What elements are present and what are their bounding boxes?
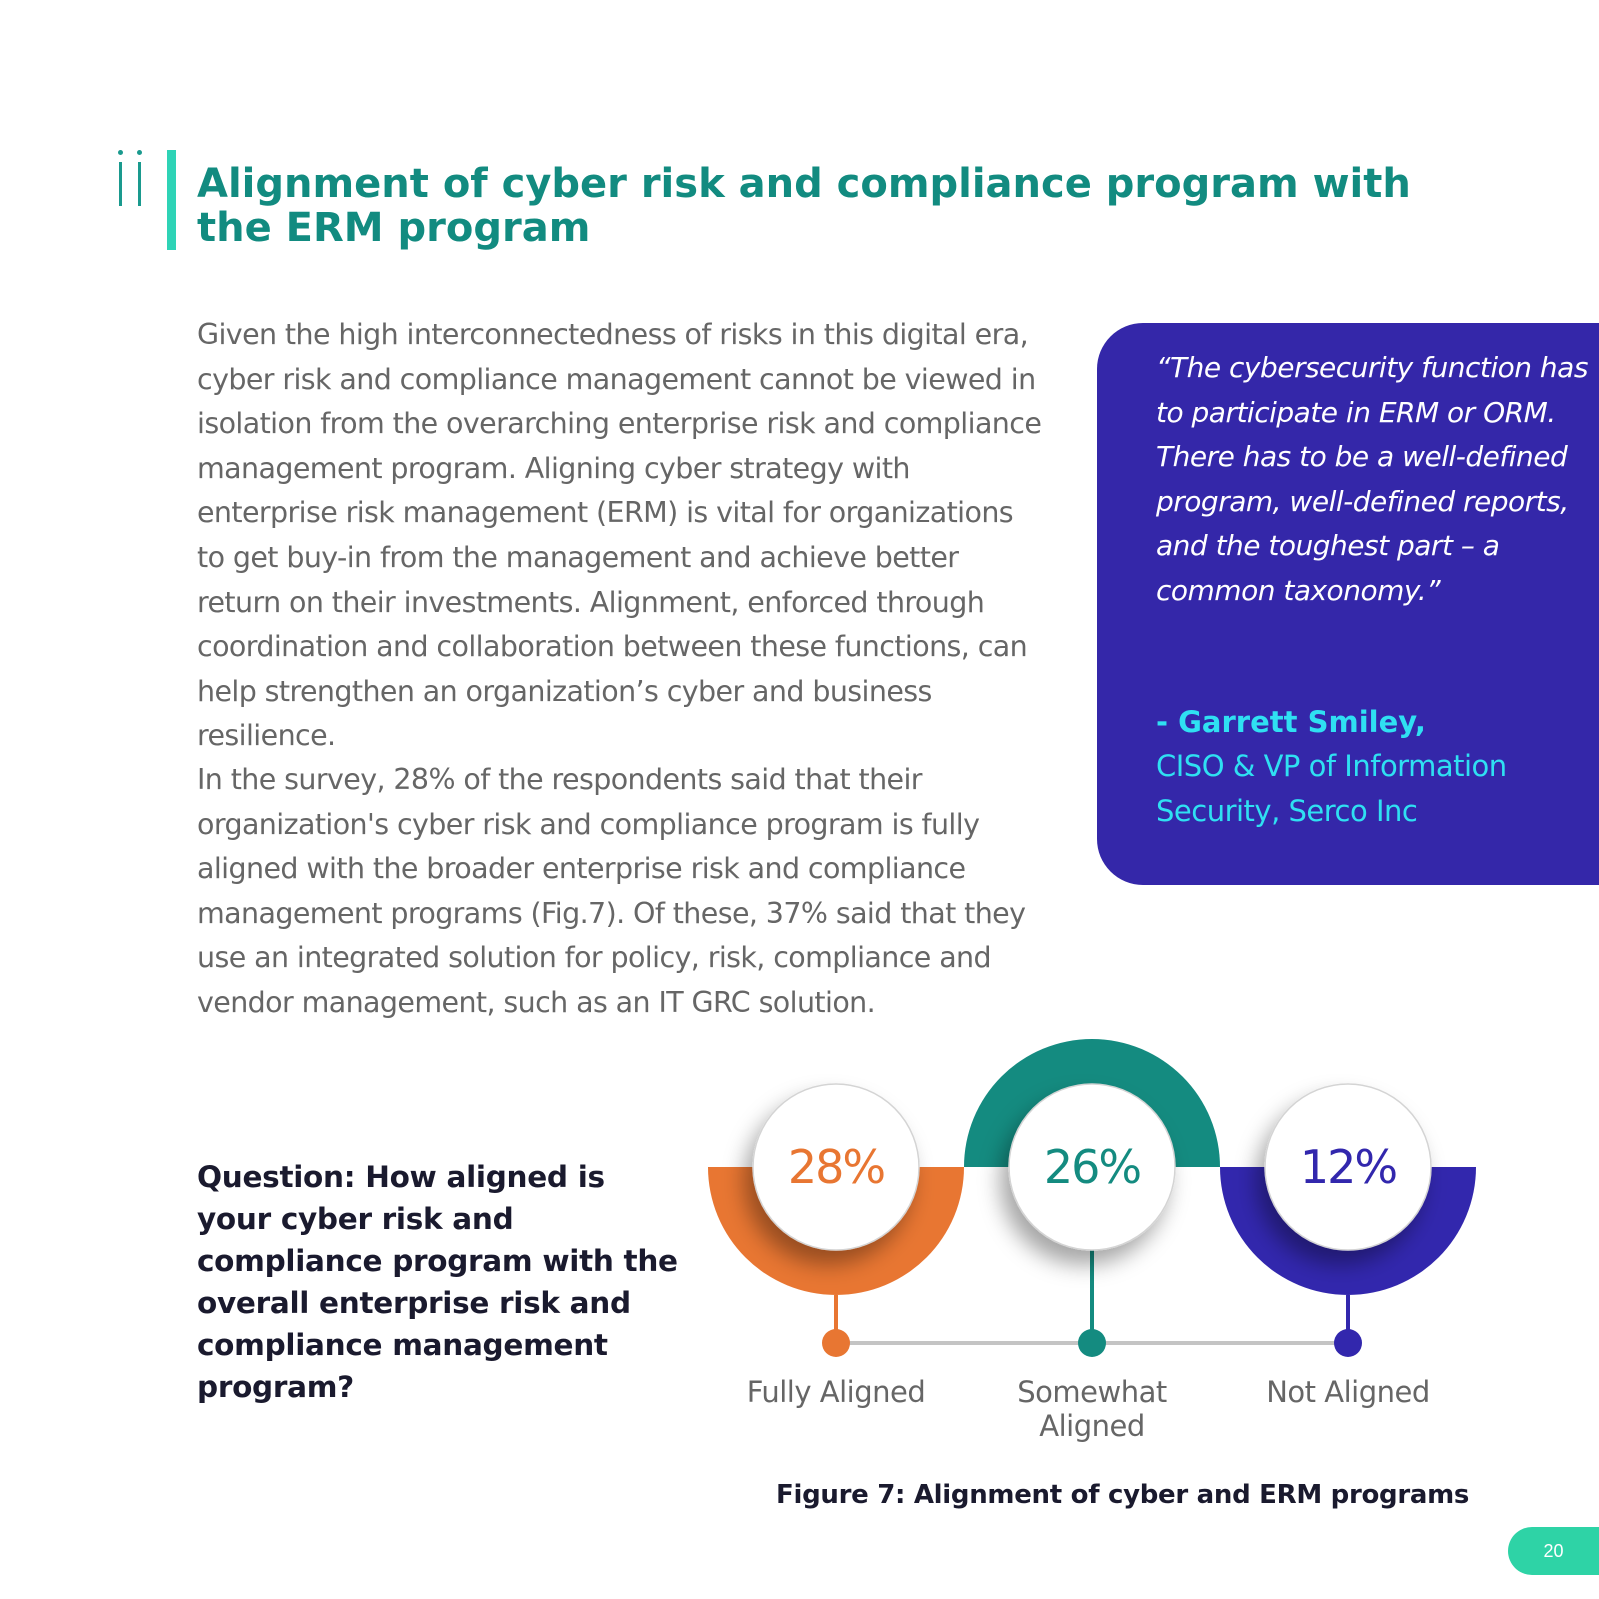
value-label-0: 28% [787,1140,885,1194]
figure-caption: Figure 7: Alignment of cyber and ERM programs [776,1480,1470,1510]
data-point-1 [1078,1329,1106,1357]
category-label-1: Aligned [1039,1409,1145,1443]
data-point-2 [1334,1329,1362,1357]
quote-author: - Garrett Smiley, [1156,705,1426,739]
category-label-2: Not Aligned [1266,1375,1430,1409]
value-label-1: 26% [1043,1140,1141,1194]
survey-question: Question: How aligned is your cyber risk and compliance program with the overall enterprise risk and compliance management program? [197,1160,678,1404]
body-paragraph-1: Given the high interconnectedness of risks in this digital era, cyber risk and compliance management cannot be viewed in isolation from the overarching enterprise risk and compliance management program. Aligning cyber strategy with enterprise risk management (ERM) is vital for organizations to get buy-in from the management and achieve better return on their investments. Alignment, enforced through coordination and collaboration between these functions, can help strengthen an organization’s cyber and business resilience. [197,318,1042,753]
category-label-1: Somewhat [1017,1375,1167,1409]
data-point-0 [822,1329,850,1357]
category-label-0: Fully Aligned [746,1375,926,1409]
body-paragraph-2: In the survey, 28% of the respondents said that their organization's cyber risk and compliance program is fully aligned with the broader enterprise risk and compliance management programs (Fig.7). Of these, 37% said that they use an integrated solution for policy, risk, compliance and vendor management, such as an IT GRC solution. [197,763,1026,1019]
quote-author-role: CISO & VP of Information Security, Serco Inc [1156,749,1507,828]
page-number: 20 [1508,1527,1599,1575]
value-label-2: 12% [1299,1140,1397,1194]
quote-text: “The cybersecurity function has to participate in ERM or ORM. There has to be a well-defined program, well-defined reports, and the toughest part – a common taxonomy.” [1156,351,1588,607]
section-title: Alignment of cyber risk and compliance program with the ERM program [197,161,1411,251]
